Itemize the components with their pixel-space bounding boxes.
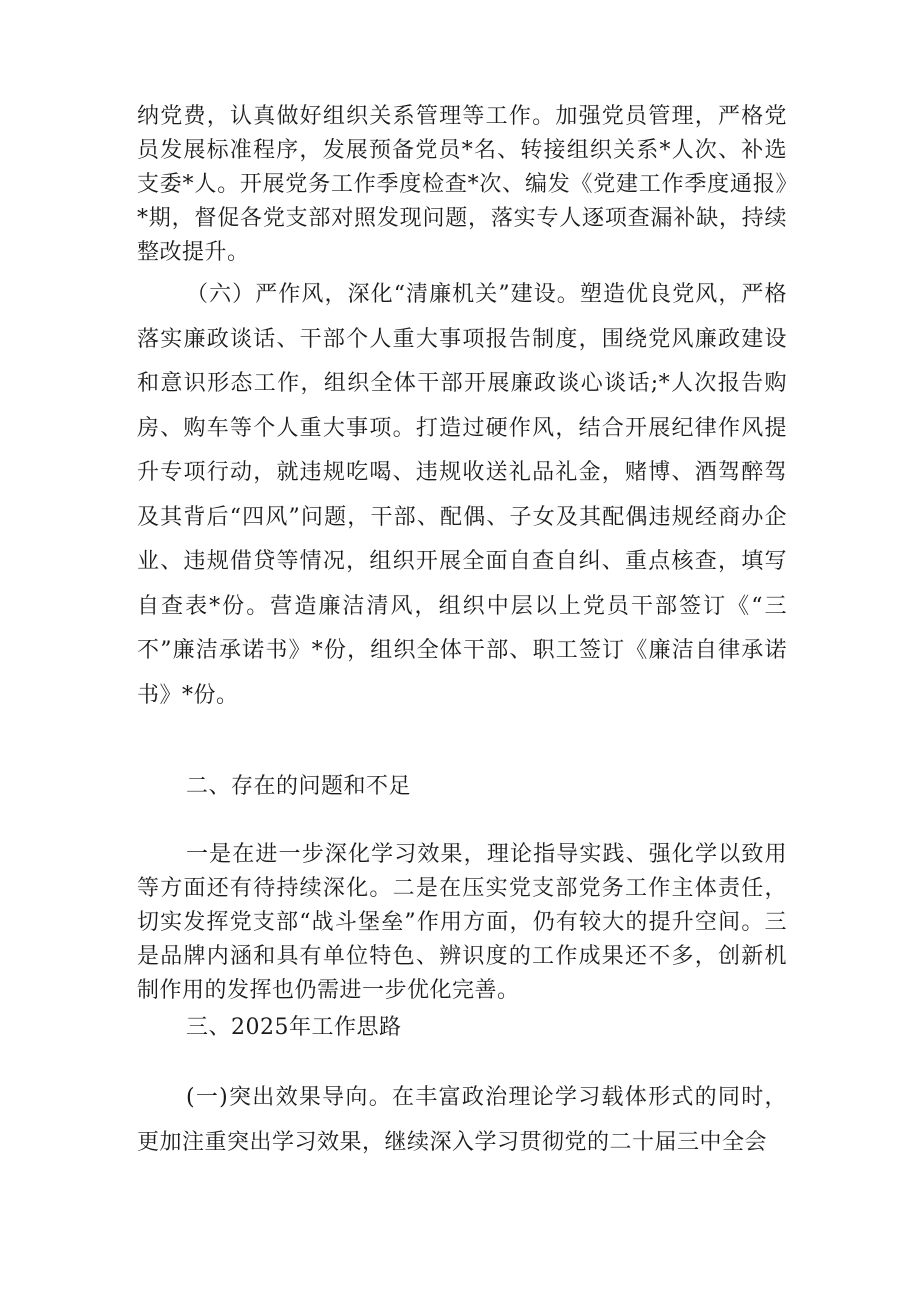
paragraph-clean-government: （六）严作风，深化“清廉机关”建设。塑造优良党风，严格落实廉政谈话、干部个人重大事项报告制度，围绕党风廉政建设和意识形态工作，组织全体干部开展廉政谈心谈话;*人次报告购房、购车等个人重大事项。打造过硬作风，结合开展纪律作风提升专项行动，就违规吃喝、违规收送礼品礼金，赌博、酒驾醉驾及其背后“四风”问题，干部、配偶、子女及其配偶违规经商办企业、违规借贷等情况，组织开展全面自查自纠、重点核查，填写自查表*份。营造廉洁清风，组织中层以上党员干部签订《“三不”廉洁承诺书》*份，组织全体干部、职工签订《廉洁自律承诺书》*份。 [137,282,787,708]
section-heading-problems: 二、存在的问题和不足 [186,774,412,799]
paragraph-problems: 一是在进一步深化学习效果，理论指导实践、强化学以致用等方面还有待持续深化。二是在压实党支部党务工作主体责任，切实发挥党支部“战斗堡垒”作用方面，仍有较大的提升空间。三是品牌内涵和具有单位特色、辨识度的工作成果还不多，创新机制作用的发挥也仍需进一步优化完善。 [137,842,787,1003]
paragraph-effect-oriented: (一)突出效果导向。在丰富政治理论学习载体形式的同时，更加注重突出学习效果，继续深入学习贯彻党的二十届三中全会 [137,1085,787,1155]
paragraph-party-management: 纳党费，认真做好组织关系管理等工作。加强党员管理，严格党员发展标准程序，发展预备党员*名、转接组织关系*人次、补选支委*人。开展党务工作季度检查*次、编发《党建工作季度通报》*期，督促各党支部对照发现问题，落实专人逐项查漏补缺，持续整改提升。 [137,104,787,265]
section-heading-work-plan: 三、2025年工作思路 [186,1015,402,1040]
